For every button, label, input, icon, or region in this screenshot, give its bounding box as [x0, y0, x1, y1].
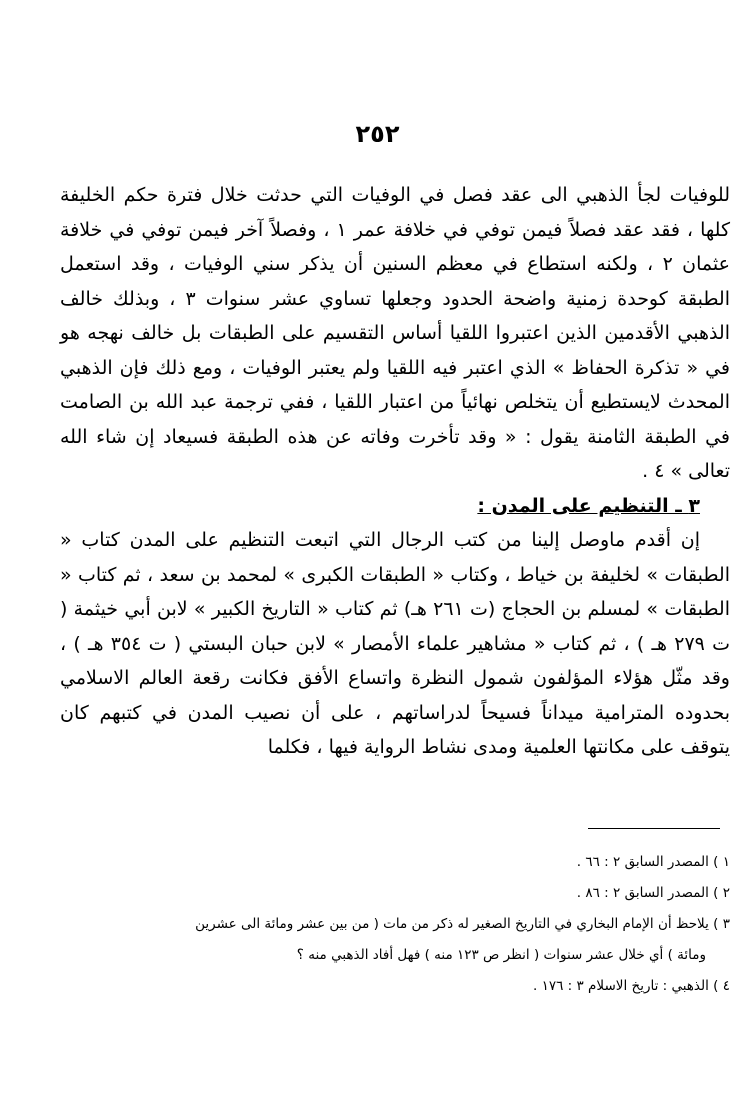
footnote-divider — [588, 828, 720, 829]
footnotes — [100, 848, 730, 1003]
footnote-2: ٢ ) المصدر السابق ٢ : ٨٦ . — [576, 885, 730, 901]
main-text — [60, 178, 730, 765]
paragraph-section: إن أقدم ماوصل إلينا من كتب الرجال التي اتبعت التنظيم على المدن كتاب « الطبقات » لخليفة بن خياط ، وكتاب « الطبقات الكبرى » لمحمد بن سعد ، ثم كتاب « الطبقات » لمسلم بن الحجاج (ت ٢٦١ هـ) ثم كتاب « التاريخ الكبير » لابن أبي خيثمة ( ت ٢٧٩ هـ ) ، ثم كتاب « مشاهير علماء الأمصار » لابن حبان البستي ( ت ٣٥٤ هـ ) ، وقد مثّل هؤلاء المؤلفون شمول النظرة واتساع الأفق فكانت رقعة العالم الاسلامي بحدوده المترامية ميداناً فسيحاً لدراساتهم ، على أن نصيب المدن في كتبهم كان يتوقف على مكانتها العلمية ومدى نشاط الرواية فيها ، فكلما — [60, 529, 730, 758]
footnote-3: ٣ ) يلاحظ أن الإمام البخاري في التاريخ الصغير له ذكر من مات ( من بين عشر ومائة الى عشرين — [195, 916, 730, 932]
section-heading: ٣ ـ التنظيم على المدن : — [477, 494, 700, 517]
footnote-3-continuation: ومائة ) أي خلال عشر سنوات ( انظر ص ١٢٣ منه ) فهل أفاد الذهبي منه ؟ — [296, 947, 706, 963]
page-number: ٢٥٢ — [355, 120, 400, 148]
footnote-1: ١ ) المصدر السابق ٢ : ٦٦ . — [576, 854, 730, 870]
footnote-4: ٤ ) الذهبي : تاريخ الاسلام ٣ : ١٧٦ . — [532, 978, 730, 994]
paragraph-body: للوفيات لجأ الذهبي الى عقد فصل في الوفيات التي حدثت خلال فترة حكم الخليفة كلها ، فقد عقد فصلاً فيمن توفي في خلافة عمر ١ ، وفصلاً آخر فيمن توفي في خلافة عثمان ٢ ، ولكنه استطاع في معظم السنين أن يذكر سني الوفيات ، وقد استعمل الطبقة كوحدة زمنية واضحة الحدود وجعلها تساوي عشر سنوات ٣ ، وبذلك خالف الذهبي الأقدمين الذين اعتبروا اللقيا أساس التقسيم على الطبقات بل خالف نهجه هو في « تذكرة الحفاظ » الذي اعتبر فيه اللقيا ولم يعتبر الوفيات ، ومع ذلك فإن الذهبي المحدث لايستطيع أن يتخلص نهائياً من اعتبار اللقيا ، ففي ترجمة عبد الله بن الصامت في الطبقة الثامنة يقول : « وقد تأخرت وفاته عن هذه الطبقة فسيعاد إن شاء الله تعالى » ٤ . — [60, 184, 731, 482]
